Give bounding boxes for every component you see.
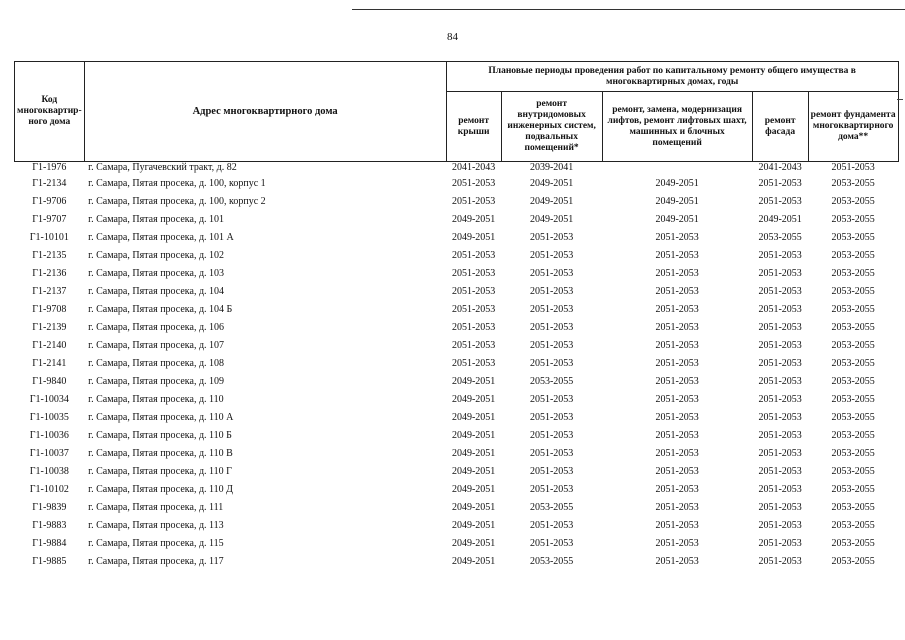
house-code-cell: Г1-10038 — [29, 466, 69, 477]
table-row — [15, 391, 899, 409]
house-code-cell: Г1-9707 — [32, 214, 67, 225]
elevators-period-cell: 2051-2053 — [655, 340, 699, 351]
elevators-period-cell: 2049-2051 — [655, 196, 699, 207]
roof-period-cell: 2051-2053 — [451, 196, 496, 207]
facade-period-cell: 2051-2053 — [758, 178, 802, 189]
facade-period-cell: 2051-2053 — [758, 484, 802, 495]
elevators-period-cell: 2049-2051 — [655, 214, 699, 225]
roof-period-cell: 2049-2051 — [451, 484, 496, 495]
house-address-cell: г. Самара, Пятая просека, д. 104 Б — [88, 304, 233, 315]
roof-period-cell: 2051-2053 — [451, 358, 496, 369]
facade-period-cell: 2051-2053 — [758, 520, 802, 531]
house-code-cell: Г1-2136 — [32, 268, 67, 279]
header-code: Код многоквартир-ного дома — [15, 62, 85, 162]
house-address-cell: г. Самара, Пятая просека, д. 101 А — [88, 232, 234, 243]
house-address-cell: г. Самара, Пятая просека, д. 109 — [88, 376, 225, 387]
systems-period-cell: 2051-2053 — [529, 340, 574, 351]
house-address-cell: г. Самара, Пятая просека, д. 103 — [88, 268, 225, 279]
house-code-cell: Г1-10102 — [29, 484, 69, 495]
systems-period-cell: 2053-2055 — [529, 556, 574, 567]
systems-period-cell: 2051-2053 — [529, 448, 574, 459]
foundation-period-cell: 2053-2055 — [831, 538, 875, 549]
elevators-period-cell: 2051-2053 — [655, 448, 699, 459]
facade-period-cell: 2051-2053 — [758, 304, 802, 315]
foundation-period-cell: 2053-2055 — [831, 358, 875, 369]
roof-period-cell: 2049-2051 — [451, 214, 496, 225]
facade-period-cell: 2051-2053 — [758, 466, 802, 477]
elevators-period-cell: 2051-2053 — [655, 304, 699, 315]
systems-period-cell: 2051-2053 — [529, 358, 574, 369]
house-code-cell: Г1-2135 — [32, 250, 67, 261]
elevators-period-cell: 2051-2053 — [655, 412, 699, 423]
table-header — [15, 62, 899, 162]
house-address-cell: г. Самара, Пятая просека, д. 101 — [88, 214, 225, 225]
foundation-period-cell: 2053-2055 — [831, 196, 875, 207]
roof-period-cell: 2051-2053 — [451, 250, 496, 261]
house-code-cell: Г1-10035 — [29, 412, 69, 423]
house-address-cell: г. Самара, Пятая просека, д. 111 — [88, 502, 224, 513]
header-systems: ремонт внутридомовых инженерных систем, подвальных помещений* — [501, 92, 602, 162]
roof-period-cell: 2049-2051 — [451, 556, 496, 567]
table-row — [15, 211, 899, 229]
house-code-cell: Г1-2141 — [32, 358, 67, 369]
facade-period-cell: 2051-2053 — [758, 412, 802, 423]
house-address-cell: г. Самара, Пятая просека, д. 110 Б — [88, 430, 232, 441]
house-address-cell: г. Самара, Пятая просека, д. 110 — [88, 394, 224, 405]
table-row — [15, 535, 899, 553]
table-row — [15, 175, 899, 193]
elevators-period-cell — [602, 162, 752, 176]
roof-period-cell: 2049-2051 — [451, 520, 496, 531]
header-roof: ремонт крыши — [446, 92, 501, 162]
facade-period-cell: 2049-2051 — [758, 214, 802, 225]
roof-period-cell: 2049-2051 — [451, 232, 496, 243]
table-row — [15, 499, 899, 517]
roof-period-cell: 2049-2051 — [451, 376, 496, 387]
table-row — [15, 373, 899, 391]
table-row — [15, 517, 899, 535]
table-row — [15, 193, 899, 211]
elevators-period-cell: 2051-2053 — [655, 394, 699, 405]
systems-period-cell: 2051-2053 — [529, 520, 574, 531]
elevators-period-cell: 2051-2053 — [655, 502, 699, 513]
facade-period-cell: 2053-2055 — [758, 232, 802, 243]
house-address-cell: г. Самара, Пятая просека, д. 100, корпус 2 — [88, 196, 266, 207]
systems-period-cell: 2051-2053 — [529, 484, 574, 495]
elevators-period-cell: 2051-2053 — [655, 358, 699, 369]
house-address-cell: г. Самара, Пятая просека, д. 110 В — [88, 448, 233, 459]
systems-period-cell: 2051-2053 — [529, 466, 574, 477]
foundation-period-cell: 2053-2055 — [831, 376, 875, 387]
roof-period-cell: 2051-2053 — [451, 340, 496, 351]
table-row — [15, 481, 899, 499]
house-address-cell: г. Самара, Пятая просека, д. 113 — [88, 520, 224, 531]
house-code-cell: Г1-9883 — [32, 520, 67, 531]
facade-period-cell: 2051-2053 — [758, 358, 802, 369]
foundation-period-cell: 2053-2055 — [831, 340, 875, 351]
header-facade: ремонт фасада — [752, 92, 808, 162]
house-address-cell: г. Самара, Пятая просека, д. 106 — [88, 322, 225, 333]
roof-period-cell: 2051-2053 — [451, 322, 496, 333]
house-address-cell: г. Самара, Пятая просека, д. 100, корпус 1 — [88, 178, 266, 189]
house-address-cell: г. Самара, Пятая просека, д. 104 — [88, 286, 225, 297]
systems-period-cell: 2053-2055 — [529, 502, 574, 513]
facade-period-cell: 2051-2053 — [758, 394, 802, 405]
house-address-cell: г. Самара, Пятая просека, д. 117 — [88, 556, 224, 567]
roof-period-cell: 2051-2053 — [451, 304, 496, 315]
house-code-cell: Г1-10034 — [29, 394, 69, 405]
roof-period-cell: 2051-2053 — [451, 286, 496, 297]
facade-period-cell: 2051-2053 — [758, 376, 802, 387]
house-code-cell: Г1-9884 — [32, 538, 67, 549]
facade-period-cell: 2051-2053 — [758, 538, 802, 549]
facade-period-cell: 2051-2053 — [758, 430, 802, 441]
foundation-period-cell: 2053-2055 — [831, 286, 875, 297]
table-row — [15, 247, 899, 265]
header-address: Адрес многоквартирного дома — [84, 62, 446, 162]
facade-period-cell: 2051-2053 — [758, 268, 802, 279]
foundation-period-cell: 2053-2055 — [831, 178, 875, 189]
elevators-period-cell: 2051-2053 — [655, 538, 699, 549]
elevators-period-cell: 2049-2051 — [655, 178, 699, 189]
house-code-cell: Г1-10036 — [29, 430, 69, 441]
systems-period-cell: 2051-2053 — [529, 268, 574, 279]
foundation-period-cell: 2053-2055 — [831, 556, 875, 567]
repair-schedule-table — [14, 61, 899, 571]
house-code-cell: Г1-1976 — [32, 162, 67, 173]
house-code-cell: Г1-2139 — [32, 322, 67, 333]
house-address-cell: г. Самара, Пятая просека, д. 115 — [88, 538, 224, 549]
foundation-period-cell: 2053-2055 — [831, 232, 875, 243]
repair-schedule-table-wrapper — [14, 61, 899, 571]
house-code-cell: Г1-2140 — [32, 340, 67, 351]
elevators-period-cell: 2051-2053 — [655, 286, 699, 297]
elevators-period-cell: 2051-2053 — [655, 484, 699, 495]
systems-period-cell: 2051-2053 — [529, 322, 574, 333]
roof-period-cell: 2049-2051 — [451, 412, 496, 423]
foundation-period-cell: 2053-2055 — [831, 214, 875, 225]
foundation-period-cell: 2053-2055 — [831, 322, 875, 333]
foundation-period-cell: 2053-2055 — [831, 394, 875, 405]
elevators-period-cell: 2051-2053 — [655, 268, 699, 279]
table-row — [15, 283, 899, 301]
elevators-period-cell: 2051-2053 — [655, 250, 699, 261]
house-code-cell: Г1-10037 — [29, 448, 69, 459]
roof-period-cell: 2051-2053 — [451, 178, 496, 189]
house-code-cell: Г1-9706 — [32, 196, 67, 207]
systems-period-cell: 2051-2053 — [529, 286, 574, 297]
house-address-cell: г. Самара, Пятая просека, д. 108 — [88, 358, 225, 369]
foundation-period-cell: 2053-2055 — [831, 520, 875, 531]
facade-period-cell: 2051-2053 — [758, 286, 802, 297]
elevators-period-cell: 2051-2053 — [655, 556, 699, 567]
facade-period-cell: 2051-2053 — [758, 556, 802, 567]
roof-period-cell: 2049-2051 — [451, 430, 496, 441]
foundation-period-cell: 2053-2055 — [831, 268, 875, 279]
header-elevators: ремонт, замена, модернизация лифтов, ремонт лифтовых шахт, машинных и блочных помещений — [602, 92, 752, 162]
facade-period-cell: 2051-2053 — [758, 340, 802, 351]
elevators-period-cell: 2051-2053 — [655, 430, 699, 441]
facade-period-cell: 2051-2053 — [758, 250, 802, 261]
roof-period-cell: 2049-2051 — [451, 394, 496, 405]
systems-period-cell: 2051-2053 — [529, 232, 574, 243]
facade-period-cell: 2051-2053 — [758, 448, 802, 459]
elevators-period-cell: 2051-2053 — [655, 466, 699, 477]
foundation-period-cell: 2053-2055 — [831, 502, 875, 513]
systems-period-cell: 2049-2051 — [529, 214, 574, 225]
house-address-cell: г. Самара, Пятая просека, д. 110 Д — [88, 484, 233, 495]
house-address-cell: г. Самара, Пятая просека, д. 110 Г — [88, 466, 232, 477]
house-address-cell: г. Самара, Пятая просека, д. 102 — [88, 250, 225, 261]
roof-period-cell: 2049-2051 — [451, 448, 496, 459]
house-code-cell: Г1-9708 — [32, 304, 67, 315]
foundation-period-cell: 2051-2053 — [831, 162, 875, 173]
foundation-period-cell: 2053-2055 — [831, 304, 875, 315]
table-row — [15, 337, 899, 355]
elevators-period-cell: 2051-2053 — [655, 376, 699, 387]
systems-period-cell: 2049-2051 — [529, 178, 574, 189]
house-code-cell: Г1-9885 — [32, 556, 67, 567]
page-number: 84 — [447, 31, 458, 43]
house-code-cell: Г1-2134 — [32, 178, 67, 189]
facade-period-cell: 2041-2043 — [758, 162, 802, 173]
header-planned-periods: Плановые периоды проведения работ по капитальному ремонту общего имущества в многоквартирных домах, годы — [446, 62, 898, 92]
foundation-period-cell: 2053-2055 — [831, 250, 875, 261]
systems-period-cell: 2051-2053 — [529, 250, 574, 261]
house-code-cell: Г1-9840 — [32, 376, 67, 387]
systems-period-cell: 2053-2055 — [529, 376, 574, 387]
header-foundation: ремонт фундамента многоквартирного дома** — [808, 92, 898, 162]
elevators-period-cell: 2051-2053 — [655, 520, 699, 531]
table-row — [15, 445, 899, 463]
systems-period-cell: 2051-2053 — [529, 394, 574, 405]
table-row — [15, 319, 899, 337]
table-row — [15, 553, 899, 571]
foundation-period-cell: 2053-2055 — [831, 448, 875, 459]
facade-period-cell: 2051-2053 — [758, 502, 802, 513]
roof-period-cell: 2049-2051 — [451, 502, 496, 513]
house-code-cell: Г1-2137 — [32, 286, 67, 297]
table-row — [15, 265, 899, 283]
systems-period-cell: 2051-2053 — [529, 538, 574, 549]
foundation-period-cell: 2053-2055 — [831, 466, 875, 477]
elevators-period-cell: 2051-2053 — [655, 232, 699, 243]
facade-period-cell: 2051-2053 — [758, 196, 802, 207]
roof-period-cell: 2049-2051 — [451, 466, 496, 477]
systems-period-cell: 2051-2053 — [529, 430, 574, 441]
roof-period-cell: 2051-2053 — [451, 268, 496, 279]
table-row — [15, 355, 899, 373]
edge-mark — [897, 99, 903, 100]
elevators-period-cell: 2051-2053 — [655, 322, 699, 333]
house-code-cell: Г1-9839 — [32, 502, 67, 513]
roof-period-cell: 2041-2043 — [451, 162, 496, 173]
table-row — [15, 427, 899, 445]
house-address-cell: г. Самара, Пятая просека, д. 107 — [88, 340, 225, 351]
roof-period-cell: 2049-2051 — [451, 538, 496, 549]
table-row — [15, 162, 899, 176]
house-address-cell: г. Самара, Пятая просека, д. 110 А — [88, 412, 234, 423]
systems-period-cell: 2049-2051 — [529, 196, 574, 207]
foundation-period-cell: 2053-2055 — [831, 430, 875, 441]
systems-period-cell: 2051-2053 — [529, 412, 574, 423]
foundation-period-cell: 2053-2055 — [831, 412, 875, 423]
house-address-cell: г. Самара, Пугачевский тракт, д. 82 — [88, 162, 237, 173]
table-row — [15, 409, 899, 427]
foundation-period-cell: 2053-2055 — [831, 484, 875, 495]
table-row — [15, 463, 899, 481]
house-code-cell: Г1-10101 — [29, 232, 69, 243]
systems-period-cell: 2039-2041 — [529, 162, 574, 173]
table-row — [15, 229, 899, 247]
top-rule — [352, 9, 905, 10]
table-row — [15, 301, 899, 319]
table-body — [15, 162, 899, 572]
systems-period-cell: 2051-2053 — [529, 304, 574, 315]
facade-period-cell: 2051-2053 — [758, 322, 802, 333]
